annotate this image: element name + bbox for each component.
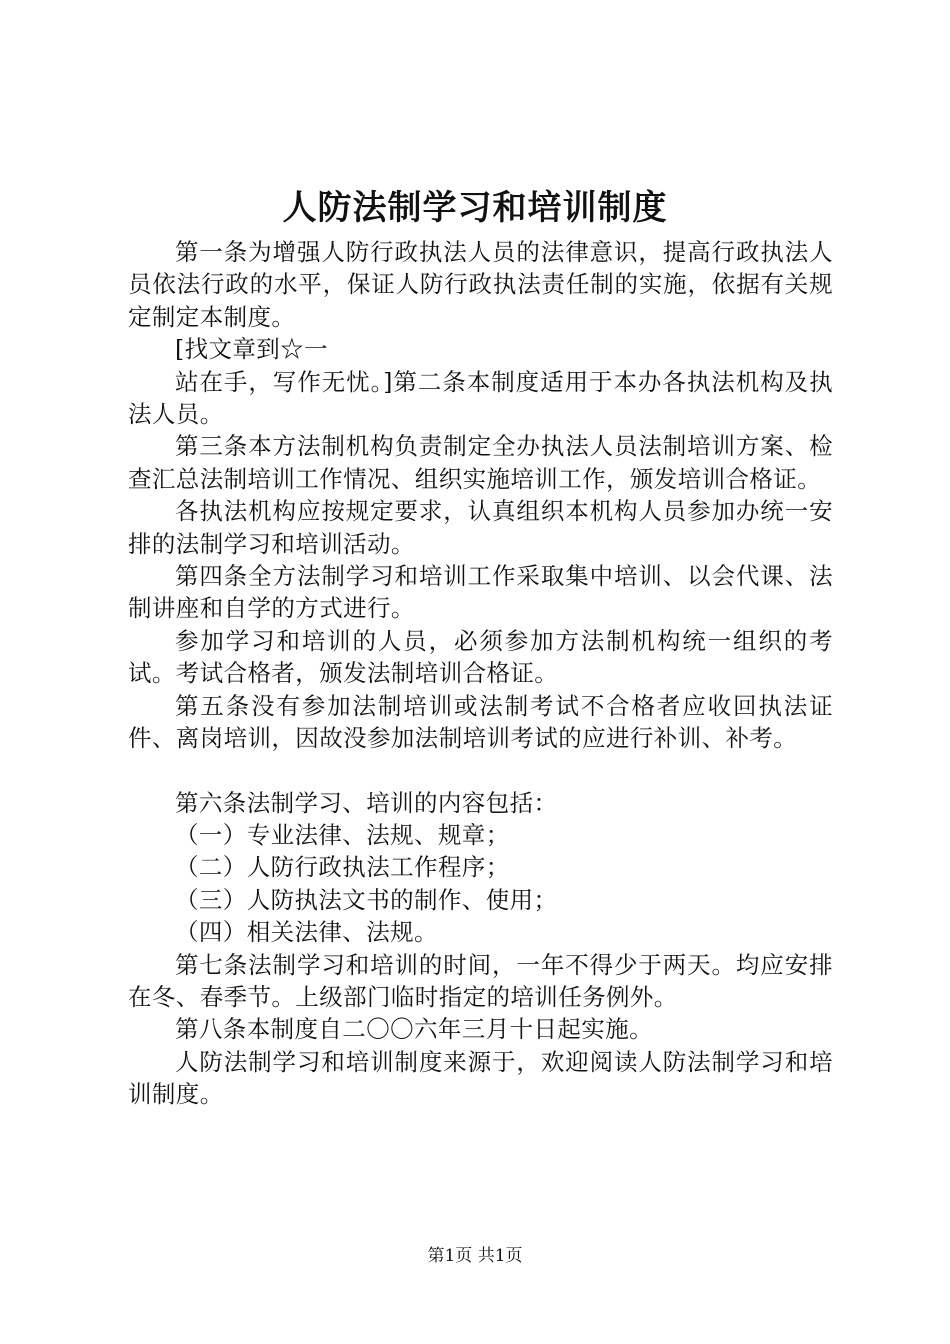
list-item-4: （四）相关法律、法规。 [175, 918, 438, 947]
list-item-3: （三）人防执法文书的制作、使用； [175, 885, 558, 914]
paragraph-article-3-note: 各执法机构应按规定要求，认真组织本机构人员参加办统一安排的法制学习和培训活动。 [128, 497, 833, 558]
document-title: 人防法制学习和培训制度 [282, 188, 668, 228]
paragraph-article-2: 站在手，写作无忧。]第二条本制度适用于本办各执法机构及执法人员。 [128, 367, 833, 429]
paragraph-article-7: 第七条法制学习和培训的时间，一年不得少于两天。均应安排在冬、春季节。上级部门临时指定的培训任务例外。 [128, 950, 833, 1011]
paragraph-article-5: 第五条没有参加法制培训或法制考试不合格者应收回执法证件、离岗培训，因故没参加法制培训考试的应进行补训、补考。 [128, 691, 833, 753]
paragraph-article-1: 第一条为增强人防行政执法人员的法律意识，提高行政执法人员依法行政的水平，保证人防行政执法责任制的实施，依据有关规定制定本制度。 [128, 238, 833, 331]
paragraph-article-3: 第三条本方法制机构负责制定全办执法人员法制培训方案、检查汇总法制培训工作情况、组织实施培训工作，颁发培训合格证。 [128, 432, 833, 493]
list-item-1: （一）专业法律、法规、规章； [175, 820, 510, 849]
paragraph-closing: 人防法制学习和培训制度来源于，欢迎阅读人防法制学习和培训制度。 [128, 1047, 833, 1109]
paragraph-article-8: 第八条本制度自二〇〇六年三月十日起实施。 [175, 1015, 653, 1044]
paragraph-article-4: 第四条全方法制学习和培训工作采取集中培训、以会代课、法制讲座和自学的方式进行。 [128, 562, 833, 623]
paragraph-article-4-note: 参加学习和培训的人员，必须参加方法制机构统一组织的考试。考试合格者，颁发法制培训合格证。 [128, 626, 833, 688]
list-item-2: （二）人防行政执法工作程序； [175, 853, 510, 882]
paragraph-source-note: [找文章到☆一 [175, 335, 328, 364]
page-footer: 第1页 共1页 [427, 1246, 523, 1266]
paragraph-article-6: 第六条法制学习、培训的内容包括： [175, 788, 558, 817]
document-body [128, 236, 833, 1111]
